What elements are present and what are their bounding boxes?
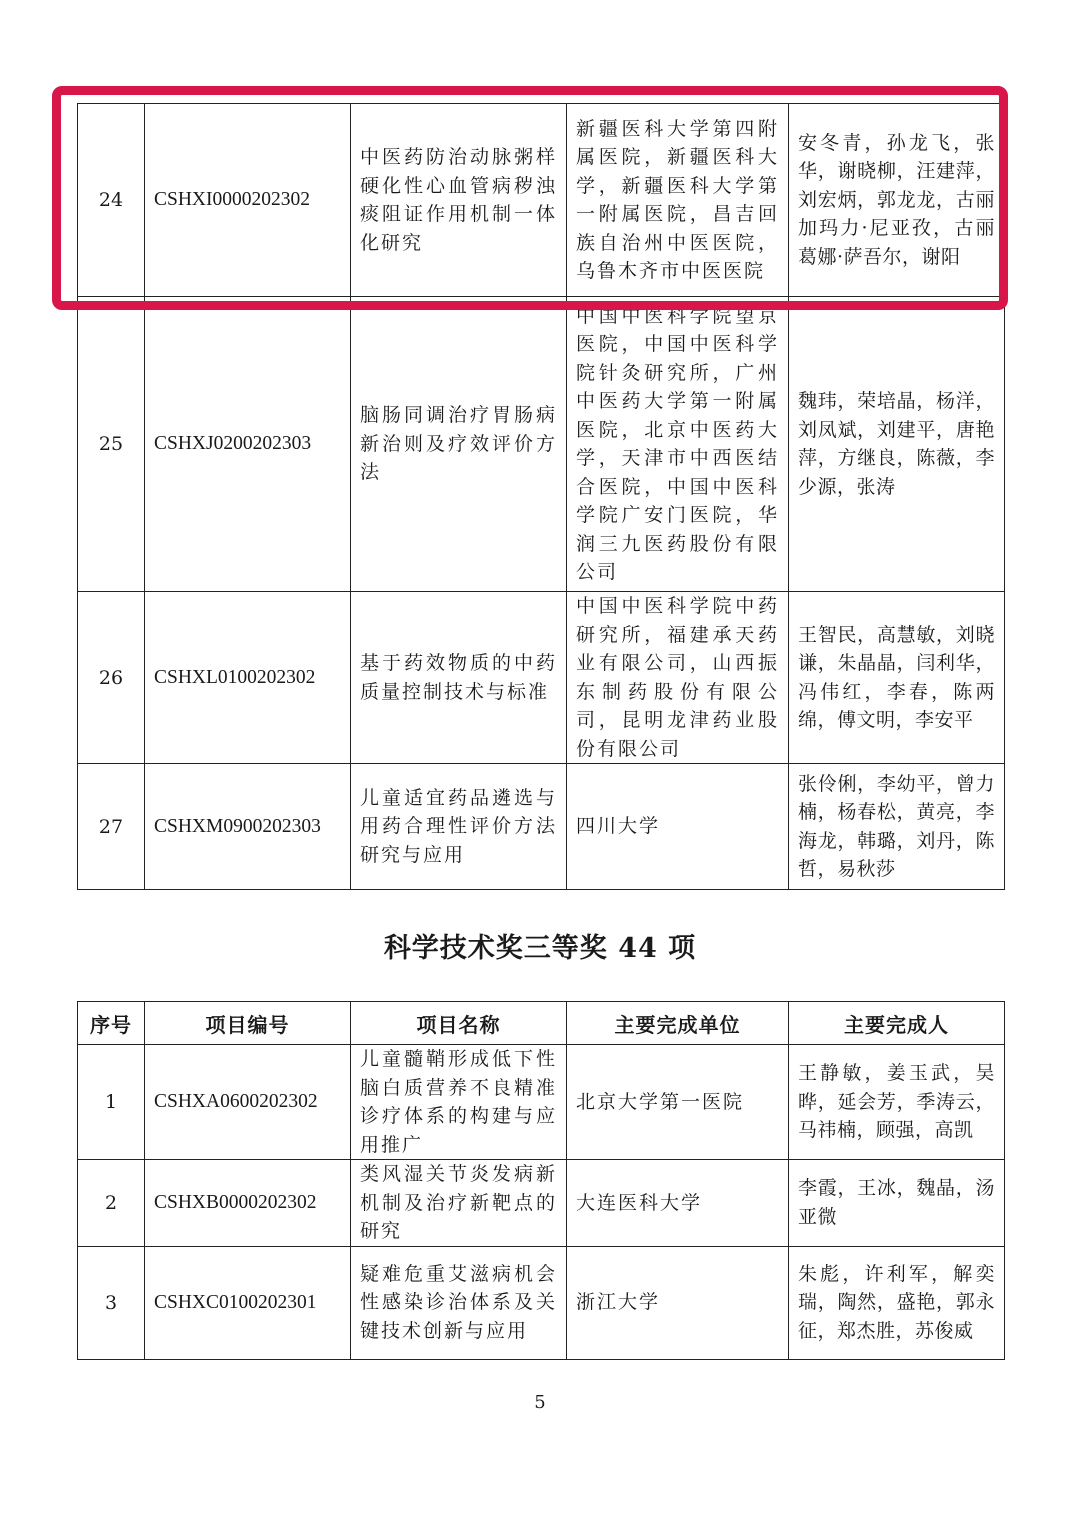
row-number: 3 (78, 1246, 145, 1359)
header-code: 项目编号 (145, 1002, 351, 1045)
project-code: CSHXJ0200202303 (145, 297, 351, 592)
completion-units: 北京大学第一医院 (567, 1045, 789, 1160)
row-number: 2 (78, 1160, 145, 1247)
completion-units: 大连医科大学 (567, 1160, 789, 1247)
table-row (78, 1160, 1005, 1247)
header-no: 序号 (78, 1002, 145, 1045)
table-row (78, 1246, 1005, 1359)
completion-units: 四川大学 (567, 764, 789, 890)
completion-people: 李霞，王冰，魏晶，汤亚微 (789, 1160, 1005, 1247)
project-name: 疑难危重艾滋病机会性感染诊治体系及关键技术创新与应用 (351, 1246, 567, 1359)
completion-people: 张伶俐，李幼平，曾力楠，杨春松，黄亮，李海龙，韩璐，刘丹，陈哲，易秋莎 (789, 764, 1005, 890)
completion-units: 中国中医科学院中药研究所，福建承天药业有限公司，山西振东制药股份有限公司，昆明龙津药业股份有限公司 (567, 592, 789, 764)
project-code: CSHXB0000202302 (145, 1160, 351, 1247)
header-name: 项目名称 (351, 1002, 567, 1045)
row-number: 27 (78, 764, 145, 890)
project-name: 脑肠同调治疗胃肠病新治则及疗效评价方法 (351, 297, 567, 592)
completion-people: 朱彪，许利军，解奕瑞，陶然，盛艳，郭永征，郑杰胜，苏俊威 (789, 1246, 1005, 1359)
project-name: 类风湿关节炎发病新机制及治疗新靶点的研究 (351, 1160, 567, 1247)
header-units: 主要完成单位 (567, 1002, 789, 1045)
completion-units: 新疆医科大学第四附属医院，新疆医科大学，新疆医科大学第一附属医院，昌吉回族自治州中医医院，乌鲁木齐市中医医院 (567, 104, 789, 297)
third-prize-table (77, 1001, 1005, 1360)
section-title: 科学技术奖三等奖 44 项 (383, 933, 697, 964)
project-name: 基于药效物质的中药质量控制技术与标准 (351, 592, 567, 764)
completion-units: 中国中医科学院望京医院，中国中医科学院针灸研究所，广州中医药大学第一附属医院，北京中医药大学，天津市中西医结合医院，中国中医科学院广安门医院，华润三九医药股份有限公司 (567, 297, 789, 592)
project-code: CSHXA0600202302 (145, 1045, 351, 1160)
header-people: 主要完成人 (789, 1002, 1005, 1045)
project-code: CSHXI0000202302 (145, 104, 351, 297)
row-number: 1 (78, 1045, 145, 1160)
table-row (78, 297, 1005, 592)
project-name: 儿童髓鞘形成低下性脑白质营养不良精准诊疗体系的构建与应用推广 (351, 1045, 567, 1160)
project-code: CSHXL0100202302 (145, 592, 351, 764)
table-row (78, 764, 1005, 890)
completion-units: 浙江大学 (567, 1246, 789, 1359)
table-header-row (78, 1002, 1005, 1045)
row-number: 26 (78, 592, 145, 764)
page-number: 5 (534, 1392, 546, 1413)
completion-people: 王静敏，姜玉武，吴晔，延会芳，季涛云，马祎楠，顾强，高凯 (789, 1045, 1005, 1160)
table-row (78, 592, 1005, 764)
row-number: 25 (78, 297, 145, 592)
completion-people: 安冬青，孙龙飞，张华，谢晓柳，汪建萍，刘宏炳，郭龙龙，古丽加玛力·尼亚孜，古丽葛娜·萨吾尔，谢阳 (789, 104, 1005, 297)
project-name: 儿童适宜药品遴选与用药合理性评价方法研究与应用 (351, 764, 567, 890)
project-code: CSHXC0100202301 (145, 1246, 351, 1359)
project-name: 中医药防治动脉粥样硬化性心血管病秽浊痰阻证作用机制一体化研究 (351, 104, 567, 297)
awards-table-continued (77, 103, 1005, 890)
completion-people: 王智民，高慧敏，刘晓谦，朱晶晶，闫利华，冯伟红，李春，陈两绵，傅文明，李安平 (789, 592, 1005, 764)
project-code: CSHXM0900202303 (145, 764, 351, 890)
table-row (78, 104, 1005, 297)
table-row (78, 1045, 1005, 1160)
row-number: 24 (78, 104, 145, 297)
completion-people: 魏玮，荣培晶，杨洋，刘凤斌，刘建平，唐艳萍，方继良，陈薇，李少源，张涛 (789, 297, 1005, 592)
